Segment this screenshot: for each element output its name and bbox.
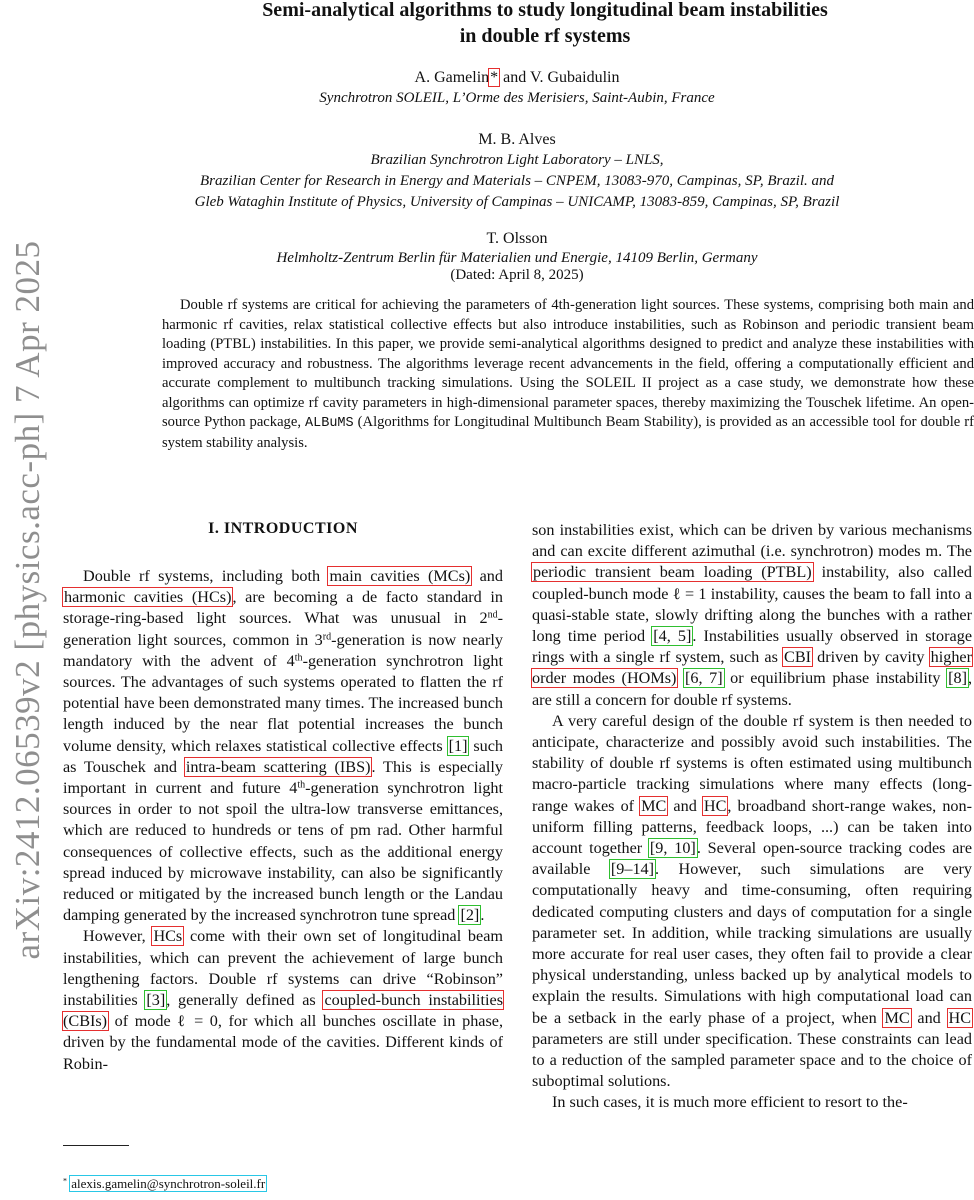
link-cbi[interactable]: CBI [784,648,812,667]
paper-title [120,0,970,49]
date-line [60,267,974,284]
link-mc-2[interactable]: MC [884,1008,910,1027]
email-link[interactable]: alexis.gamelin@synchrotron-soleil.fr [71,1176,266,1191]
package-name: ALBuMS [305,416,354,431]
right-column [532,520,972,1114]
abstract-text-2: (Algorithms for Longitudinal Multibunch Beam Stability), is provided as an accessible tool for double rf system stability analysis. [162,414,974,451]
citation-1[interactable]: [1] [448,736,468,755]
dated-text: (Dated: April 8, 2025) [450,267,584,283]
arxiv-identifier: arXiv:2412.06539v2 [physics.acc-ph] 7 Apr 2025 [8,240,47,960]
affiliation-2 [60,150,974,213]
intro-paragraph-3: A very careful design of the double rf system is then needed to anticipate, characterize and possibly avoid such instabilities. The stability of double rf systems is often estimated using multibunch macro-particle tracking simulations where many effects (long-range wakes of MC and HC, broadband short-range wakes, non-uniform filling patterns, feedback loops, ...) can be taken into account together [9, 10]. Several open-source tracking codes are available [9–14]. However, such simulations are very computationally heavy and time-consuming, often requiring dedicated computing clusters and days of computation for a single parameter set. In addition, while tracking simulations are usually more accurate for real user cases, they often fail to provide a clear physical understanding, unless backed up by analytical models to explain the results. Simulations with high computational load can be a setback in the early phase of a project, when MC and HC parameters are still under specification. These constraints can lead to a reduction of the sampled parameter space and to the choice of suboptimal solutions. [532,711,973,1091]
affiliation-cnpem: Brazilian Center for Research in Energy and Materials – CNPEM, 13083-970, Campinas, SP, Brazil. and [200,173,834,189]
footnote-rule [63,1145,129,1146]
citation-9-10[interactable]: [9, 10] [649,839,696,858]
link-hc-2[interactable]: HC [948,1008,971,1027]
intro-paragraph-1: Double rf systems, including both main cavities (MCs) and harmonic cavities (HCs), are becoming a de facto standard in storage-ring-based light sources. What was unusual in 2nd-generation light sources, common in 3rd-generation is now nearly mandatory with the advent of 4th-generation synchrotron light sources. The advantages of such systems operated to flatten the rf potential have been demonstrated many times. The increased bunch length induced by the near flat potential increases the bunch volume density, which relaxes statistical collective effects [1] such as Touschek and intra-beam scattering (IBS). This is especially important in current and future 4th-generation synchrotron light sources in order to not spoil the ultra-low transverse emittances, which are reduced to hundreds or tens of pm rad. Other harmful consequences of collective effects, such as the additional energy spread induced by microwave instability, can also be significantly reduced or mitigated by the increased bunch length or the Landau damping generated by the increased synchrotron tune spread [2]. [63,567,504,925]
citation-2[interactable]: [2] [460,906,480,925]
footnote-mark: * [63,1176,68,1186]
intro-paragraph-2: However, HCs come with their own set of longitudinal beam instabilities, which can prevent the achievement of large bunch lengthening factors. Double rf systems can drive “Robinson” instabilities [3], generally defined as coupled-bunch instabilities (CBIs) of mode ℓ = 0, for which all bunches oscillate in phase, driven by the fundamental mode of the cavities. Different kinds of Robin- [63,927,503,1073]
abstract [162,296,974,453]
section-heading: I. INTRODUCTION [208,520,358,537]
title-line-1: Semi-analytical algorithms to study longitudinal beam instabilities [262,0,828,21]
affiliation-lnls: Brazilian Synchrotron Light Laboratory – LNLS, [370,152,664,168]
citation-4-5[interactable]: [4, 5] [653,627,692,646]
link-ibs[interactable]: intra-beam scattering (IBS) [185,757,371,776]
link-homs[interactable]: higher order modes (HOMs) [532,648,972,688]
link-cbis[interactable]: coupled-bunch instabilities (CBIs) [63,991,503,1031]
author-alves: M. B. Alves [478,131,556,148]
link-hcs[interactable]: HCs [153,927,183,946]
affiliation-hzb: Helmholtz-Zentrum Berlin für Materialien und Energie, 14109 Berlin, Germany [276,250,758,266]
link-mc[interactable]: MC [641,796,667,815]
footnote [63,1176,266,1192]
author-gamelin: A. Gamelin [414,69,490,86]
link-main-cavities[interactable]: main cavities (MCs) [329,567,471,585]
citation-8[interactable]: [8] [948,669,967,688]
affiliation-soleil: Synchrotron SOLEIL, L’Orme des Merisiers, Saint-Aubin, France [319,90,715,106]
author-gubaidulin: and V. Gubaidulin [499,69,620,86]
link-hc[interactable]: HC [703,796,727,815]
citation-3[interactable]: [3] [146,991,166,1010]
affiliation-unicamp: Gleb Wataghin Institute of Physics, University of Campinas – UNICAMP, 13083-859, Campinas, SP, Brazil [194,194,840,210]
intro-paragraph-4: In such cases, it is much more efficient to resort to the- [552,1093,908,1112]
arxiv-sidebar [0,0,56,1200]
citation-6-7[interactable]: [6, 7] [685,669,723,688]
author-line-3 [60,229,974,249]
intro-paragraph-2-continued: son instabilities exist, which can be driven by various mechanisms and can excite different azimuthal (i.e. synchrotron) modes m. The periodic transient beam loading (PTBL) instability, also called coupled-bunch mode ℓ = 1 instability, causes the beam to fall into a quasi-stable state, slowly drifting along the bunches with a rather long time period [4, 5]. Instabilities usually observed in storage rings with a single rf system, such as CBI driven by cavity higher order modes (HOMs) [6, 7] or equilibrium phase instability [8], are still a concern for double rf systems. [532,521,973,709]
abstract-paragraph [162,296,974,453]
author-olsson: T. Olsson [486,230,548,247]
footnote-marker-link[interactable]: * [490,69,499,86]
citation-9-14[interactable]: [9–14] [610,860,655,879]
affiliation-1 [60,88,974,109]
title-line-2: in double rf systems [459,25,631,47]
author-line-1 [60,68,974,88]
abstract-text-1: Double rf systems are critical for achieving the parameters of 4th-generation light sources. These systems, comprising both main and harmonic rf cavities, relax statistical collective effects but also introduce instabilities, such as Robinson and periodic transient beam loading (PTBL) instabilities. In this paper, we provide semi-analytical algorithms designed to predict and analyze these instabilities with improved accuracy and robustness. The algorithms leverage recent advancements in the field, offering a computationally efficient and accurate complement to multibunch tracking simulations. Using the SOLEIL II project as a case study, we demonstrate how these algorithms can optimize rf cavity parameters in high-dimensional parameter spaces, thereby maximizing the Touschek lifetime. An open-source Python package, [162,297,974,430]
author-line-2 [60,130,974,150]
affiliation-3 [60,248,974,269]
link-harmonic-cavities[interactable]: harmonic cavities (HCs) [64,588,232,607]
link-ptbl[interactable]: periodic transient beam loading (PTBL) [533,563,812,582]
left-column [63,566,503,1075]
